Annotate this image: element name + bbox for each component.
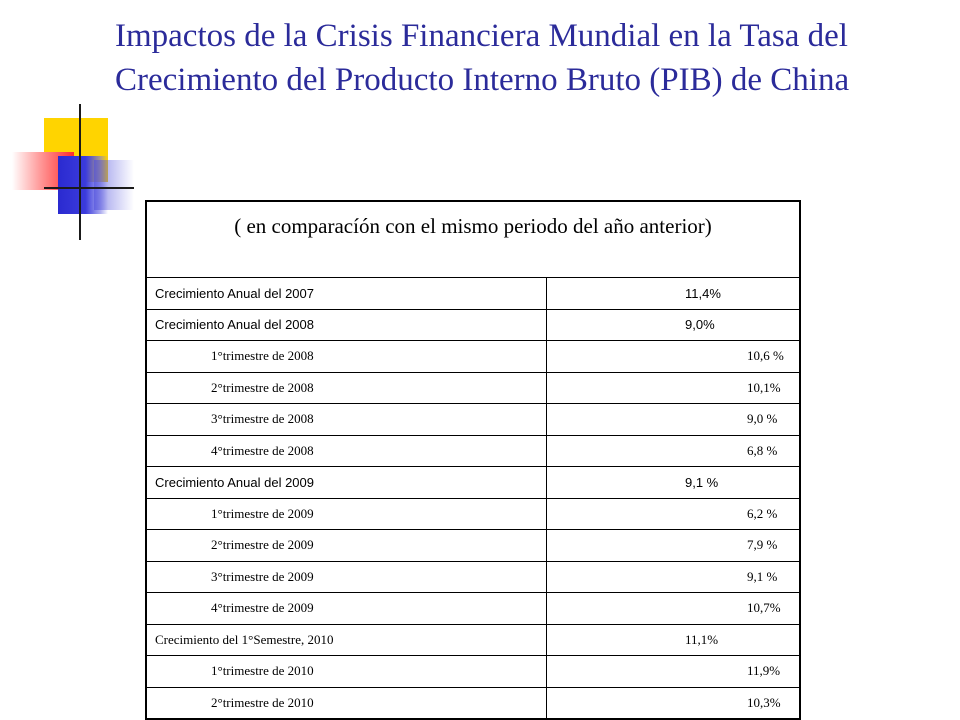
row-value: 9,1 %: [547, 467, 800, 499]
row-value: 6,8 %: [547, 435, 800, 467]
row-label: 1°trimestre de 2010: [147, 656, 547, 688]
slide-title: Impactos de la Crisis Financiera Mundial en la Tasa del Crecimiento del Producto Interno Bruto (PIB) de China: [115, 18, 850, 98]
table-header: ( en comparacíón con el mismo periodo del año anterior): [147, 202, 799, 278]
table-row: [147, 278, 799, 309]
row-value: 10,6 %: [547, 341, 800, 373]
decorative-vertical-line: [79, 104, 81, 240]
row-value: 11,9%: [547, 656, 800, 688]
table-row: [147, 687, 799, 718]
table-row: [147, 624, 799, 656]
row-label: 4°trimestre de 2008: [147, 435, 547, 467]
table-row: [147, 561, 799, 593]
row-label: 1°trimestre de 2009: [147, 498, 547, 530]
row-value: 10,1%: [547, 372, 800, 404]
table-row: [147, 435, 799, 467]
row-label: 3°trimestre de 2009: [147, 561, 547, 593]
table-body: [147, 278, 799, 718]
table-row: [147, 341, 799, 373]
row-value: 10,3%: [547, 687, 800, 718]
decorative-blue-fade: [94, 160, 134, 210]
row-label: 4°trimestre de 2009: [147, 593, 547, 625]
table-row: [147, 404, 799, 436]
table-row: [147, 372, 799, 404]
table-row: [147, 656, 799, 688]
row-label: Crecimiento Anual del 2008: [147, 309, 547, 341]
row-label: 3°trimestre de 2008: [147, 404, 547, 436]
row-label: Crecimiento del 1°Semestre, 2010: [147, 624, 547, 656]
row-label: 1°trimestre de 2008: [147, 341, 547, 373]
gdp-growth-table: [145, 200, 801, 720]
table-row: [147, 309, 799, 341]
row-value: 11,1%: [547, 624, 800, 656]
row-label: 2°trimestre de 2010: [147, 687, 547, 718]
row-value: 7,9 %: [547, 530, 800, 562]
table-row: [147, 530, 799, 562]
row-label: Crecimiento Anual del 2007: [147, 278, 547, 309]
row-value: 11,4%: [685, 285, 721, 301]
row-value: 9,0 %: [547, 404, 800, 436]
table-row: [147, 498, 799, 530]
table-row: [147, 593, 799, 625]
decorative-horizontal-line: [44, 187, 134, 189]
row-label: 2°trimestre de 2008: [147, 372, 547, 404]
row-label: Crecimiento Anual del 2009: [147, 467, 547, 499]
row-value: 6,2 %: [547, 498, 800, 530]
table-row: [147, 467, 799, 499]
row-value: 10,7%: [547, 593, 800, 625]
row-label: 2°trimestre de 2009: [147, 530, 547, 562]
row-value: 9,0%: [547, 309, 800, 341]
row-value: 9,1 %: [547, 561, 800, 593]
